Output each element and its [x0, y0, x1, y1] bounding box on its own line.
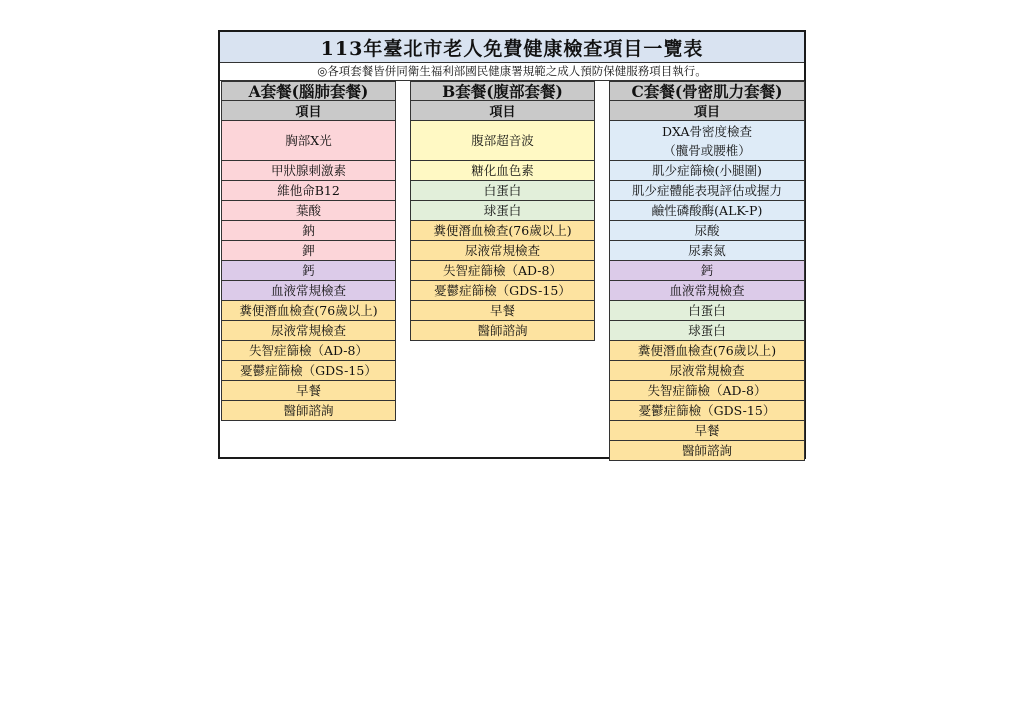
item-label: 葉酸: [295, 203, 321, 218]
package-a-item: [221, 241, 396, 261]
package-c-item: [609, 121, 805, 161]
item-label: 尿液常規檢查: [270, 323, 346, 338]
package-b-item: [410, 261, 595, 281]
table-note: ◎各項套餐皆併同衛生福利部國民健康署規範之成人預防保健服務項目執行。: [220, 62, 804, 81]
package-b-item-header: 項目: [410, 101, 595, 121]
package-b-column: [410, 81, 595, 341]
item-label: 失智症篩檢（AD-8）: [647, 383, 767, 398]
item-label: 尿酸: [694, 223, 720, 238]
package-a-column: [221, 81, 396, 421]
package-c-item: [609, 401, 805, 421]
item-label: 醫師諮詢: [283, 403, 334, 418]
item-label: 憂鬱症篩檢（GDS-15）: [240, 363, 377, 378]
package-b-item: [410, 281, 595, 301]
package-c-item: [609, 361, 805, 381]
package-c-item-header: 項目: [609, 101, 805, 121]
package-b-title: B套餐(腹部套餐): [410, 81, 595, 101]
item-label: 失智症篩檢（AD-8）: [249, 343, 368, 358]
item-label: 血液常規檢查: [270, 283, 346, 298]
package-c-item: [609, 321, 805, 341]
item-label: 尿液常規檢查: [669, 363, 745, 378]
package-a-item: [221, 261, 396, 281]
item-label: 失智症篩檢（AD-8）: [443, 263, 562, 278]
item-label: 早餐: [295, 383, 321, 398]
item-label: 白蛋白: [688, 303, 726, 318]
item-label: 肌少症體能表現評估或握力: [631, 183, 782, 198]
package-a-item: [221, 161, 396, 181]
item-label: 醫師諮詢: [477, 323, 528, 338]
package-a-item: [221, 221, 396, 241]
package-c-item: [609, 181, 805, 201]
package-c-item: [609, 221, 805, 241]
item-label: 糞便潛血檢查(76歲以上): [637, 343, 777, 358]
item-label: 甲狀腺刺激素: [270, 163, 346, 178]
item-label: 糞便潛血檢查(76歲以上): [433, 223, 572, 238]
package-b-item: [410, 181, 595, 201]
package-a-item: [221, 281, 396, 301]
item-label: 球蛋白: [688, 323, 726, 338]
package-c-item: [609, 381, 805, 401]
package-b-item: [410, 161, 595, 181]
item-label: 早餐: [489, 303, 515, 318]
item-label: 尿液常規檢查: [464, 243, 540, 258]
item-label: （髖骨或腰椎）: [663, 142, 751, 158]
item-label: 尿素氮: [688, 243, 726, 258]
item-label: 肌少症篩檢(小腿圍): [652, 163, 762, 178]
package-b-item: [410, 301, 595, 321]
item-label: 憂鬱症篩檢（GDS-15）: [434, 283, 571, 298]
checkup-table: [218, 30, 806, 459]
package-a-item: [221, 401, 396, 421]
package-a-item: [221, 121, 396, 161]
item-label: 鈣: [302, 263, 315, 278]
package-c-title: C套餐(骨密肌力套餐): [609, 81, 805, 101]
package-b-item: [410, 221, 595, 241]
package-b-item: [410, 121, 595, 161]
item-label: 鉀: [302, 243, 315, 258]
package-a-item: [221, 321, 396, 341]
item-label: 鈣: [700, 263, 714, 278]
package-a-item: [221, 181, 396, 201]
item-label: 白蛋白: [483, 183, 522, 198]
package-a-item: [221, 361, 396, 381]
page-title: 113年臺北市老人免費健康檢查項目一覽表: [220, 32, 804, 63]
package-c-item: [609, 261, 805, 281]
item-label: DXA骨密度檢查: [661, 123, 752, 139]
package-b-item: [410, 201, 595, 221]
package-c-item: [609, 281, 805, 301]
package-c-item: [609, 161, 805, 181]
package-c-item: [609, 201, 805, 221]
item-label: 球蛋白: [483, 203, 522, 218]
package-b-item: [410, 321, 595, 341]
item-label: 醫師諮詢: [681, 443, 732, 458]
item-label: 糞便潛血檢查(76歲以上): [239, 303, 378, 318]
package-c-item: [609, 241, 805, 261]
package-c-column: [609, 81, 805, 461]
package-a-item: [221, 381, 396, 401]
item-label: 憂鬱症篩檢（GDS-15）: [638, 403, 776, 418]
item-label: 早餐: [694, 423, 720, 438]
item-label: 鈉: [302, 223, 315, 238]
package-c-item: [609, 301, 805, 321]
item-label: 腹部超音波: [471, 133, 534, 148]
package-a-item: [221, 201, 396, 221]
item-label: 維他命B12: [277, 183, 340, 198]
item-label: 胸部X光: [285, 133, 332, 148]
item-label: 糖化血色素: [471, 163, 534, 178]
package-a-item-header: 項目: [221, 101, 396, 121]
item-label: 血液常規檢查: [669, 283, 745, 298]
package-a-item: [221, 301, 396, 321]
package-c-item: [609, 421, 805, 441]
package-a-item: [221, 341, 396, 361]
package-c-item: [609, 441, 805, 461]
package-a-title: A套餐(腦肺套餐): [221, 81, 396, 101]
item-label: 鹼性磷酸酶(ALK-P): [651, 203, 763, 218]
package-b-item: [410, 241, 595, 261]
package-c-item: [609, 341, 805, 361]
